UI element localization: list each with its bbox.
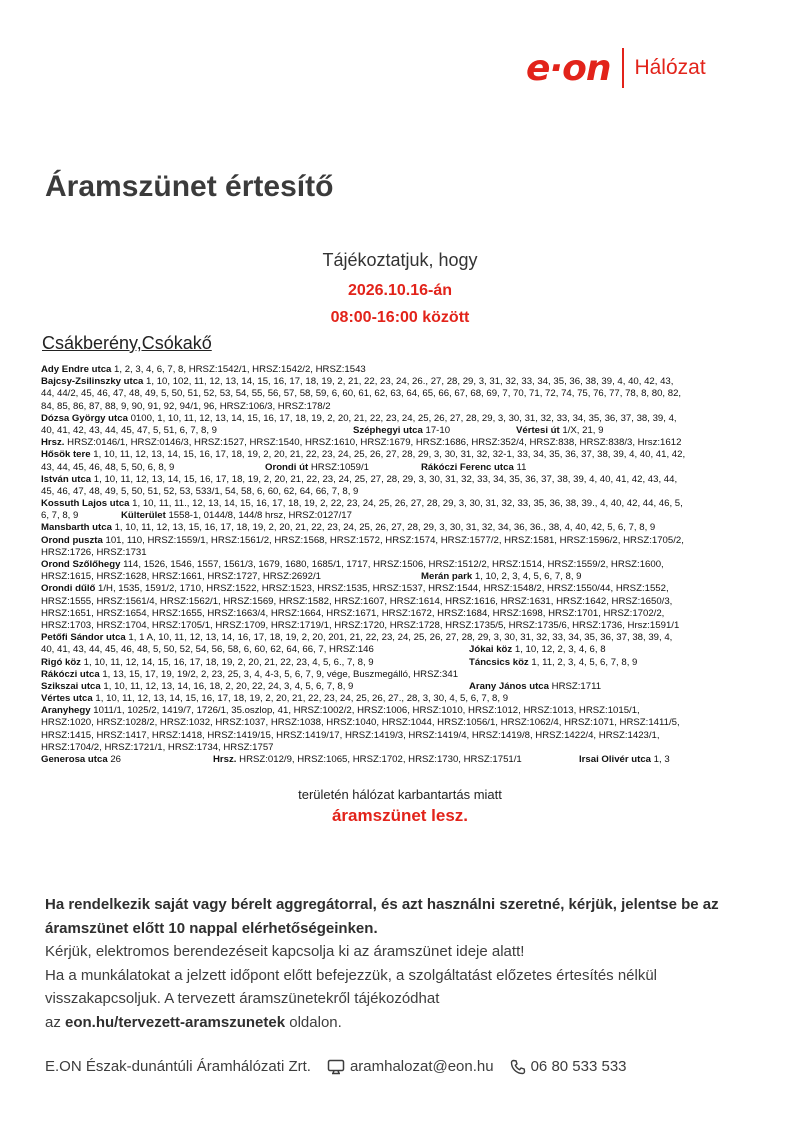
street-numbers: 101, 110, HRSZ:1559/1, HRSZ:1561/2, HRSZ:1568, HRSZ:1572, HRSZ:1574, HRSZ:1577/2, HRSZ:1581, HRSZ:1596/2, HRSZ:1705/2,	[102, 534, 684, 546]
phone-icon	[510, 1059, 526, 1075]
notice-block	[45, 893, 765, 1034]
street-entry	[41, 571, 321, 583]
street-numbers: HRSZ:1651, HRSZ:1654, HRSZ:1655, HRSZ:1663/4, HRSZ:1664, HRSZ:1671, HRSZ:1672, HRSZ:1684, HRSZ:1698, HRSZ:1701, HRSZ:1702/2,	[41, 607, 665, 619]
street-numbers: HRSZ:1415, HRSZ:1417, HRSZ:1418, HRSZ:1419/15, HRSZ:1419/17, HRSZ:1419/3, HRSZ:1419/4, HRSZ:1419/8, HRSZ:1422/4, HRSZ:1423/1,	[41, 729, 660, 741]
footer-phone[interactable]	[510, 1058, 627, 1075]
street-entry	[41, 754, 121, 766]
street-numbers: 1, 10, 11, 12, 13, 14, 15, 16, 17, 18, 19, 2, 20, 21, 22, 23, 24, 25, 26, 27, 28, 29, 3, 30, 31, 32, 32-1, 33, 34, 35, 36, 37, 38, 39, 4, 40, 41, 42,	[90, 449, 686, 461]
street-numbers: 1, 10, 2, 3, 4, 5, 6, 7, 8, 9	[472, 571, 582, 583]
street-entry	[469, 681, 601, 693]
street-entry	[41, 462, 174, 474]
street-entry	[41, 608, 664, 620]
street-line	[41, 730, 761, 742]
street-name: Táncsics köz	[469, 656, 529, 668]
street-numbers: 17-10	[422, 424, 451, 436]
street-name: Petőfi Sándor utca	[41, 632, 126, 644]
street-numbers: 1, 3	[651, 754, 670, 765]
notice-bold: Ha rendelkezik saját vagy bérelt aggregátorral, és azt használni szeretné, kérjük, jelentse be az áramszünet előtt 10 nappal elérhetőségeinken.	[45, 896, 719, 937]
street-numbers: 1, 10, 11, 12, 13, 14, 15, 16, 17, 18, 19, 2, 20, 21, 22, 23, 24, 25, 26, 27., 28, 3, 30, 4, 5, 6, 7, 8, 9	[92, 693, 509, 705]
outage-link[interactable]: eon.hu/tervezett-aramszunetek	[65, 1013, 286, 1031]
street-numbers: 45, 46, 47, 48, 49, 5, 50, 51, 52, 53, 533/1, 54, 58, 6, 60, 62, 64, 66, 7, 8, 9	[41, 485, 359, 497]
street-numbers: 114, 1526, 1546, 1557, 1561/3, 1679, 1680, 1685/1, 1717, HRSZ:1506, HRSZ:1512/2, HRSZ:1514, HRSZ:1559/2, HRSZ:1600,	[120, 559, 664, 570]
eon-logo	[526, 44, 706, 92]
street-numbers: 1, 10, 11, 12, 13, 14, 16, 18, 2, 20, 22, 24, 3, 4, 5, 6, 7, 8, 9	[100, 680, 354, 692]
street-numbers: HRSZ:0146/1, HRSZ:0146/3, HRSZ:1527, HRSZ:1540, HRSZ:1610, HRSZ:1679, HRSZ:1686, HRSZ:352/4, HRSZ:838, HRSZ:838/3, Hrsz:1612	[64, 437, 682, 449]
street-line	[41, 474, 761, 486]
footer-company: E.ON Észak-dunántúli Áramhálózati Zrt.	[45, 1058, 311, 1075]
street-line	[41, 413, 761, 425]
street-entry	[41, 547, 147, 559]
street-numbers: 1, 10, 11, 12, 14, 15, 16, 17, 18, 19, 2, 20, 21, 22, 23, 4, 5, 6., 7, 8, 9	[80, 656, 374, 668]
street-numbers: HRSZ:1704/2, HRSZ:1721/1, HRSZ:1734, HRSZ:1757	[41, 741, 274, 753]
street-line	[41, 510, 761, 522]
street-numbers: HRSZ:1059/1	[308, 461, 369, 473]
outage-time: 08:00-16:00 között	[330, 309, 470, 326]
street-entry	[469, 644, 606, 656]
street-name: Szikszai utca	[41, 680, 101, 692]
street-line	[41, 535, 761, 547]
street-line	[41, 364, 761, 376]
street-line	[41, 449, 761, 461]
street-entry	[41, 632, 672, 644]
street-entry	[41, 596, 672, 608]
street-line	[41, 596, 761, 608]
street-numbers: 1, 10, 102, 11, 12, 13, 14, 15, 16, 17, 18, 19, 2, 21, 22, 23, 24, 26., 27, 28, 29, 3, 31, 32, 33, 34, 35, 36, 38, 39, 4, 40, 42, 43,	[143, 376, 674, 388]
street-line	[41, 644, 761, 656]
street-entry	[41, 364, 366, 376]
street-entry	[41, 705, 640, 717]
notice-line-2: Ha a munkálatokat a jelzett időpont előtt befejezzük, a szolgáltatást előzetes értesítés nélkül visszakapcsoljuk. A tervezett áramszünetekről tájékozódhat	[45, 966, 658, 1007]
street-entry	[41, 693, 508, 705]
street-numbers: 1, 2, 3, 4, 6, 7, 8, HRSZ:1542/1, HRSZ:1542/2, HRSZ:1543	[111, 364, 366, 375]
location-heading: Csákberény,Csókakő	[42, 333, 212, 353]
street-name: Kossuth Lajos utca	[41, 498, 130, 510]
street-numbers: 26	[107, 754, 121, 765]
street-name: Bajcsy-Zsilinszky utca	[41, 376, 144, 388]
closing-highlight: áramszünet lesz.	[331, 806, 469, 825]
street-line	[41, 754, 761, 766]
phone-text: 06 80 533 533	[530, 1058, 627, 1075]
street-name: Generosa utca	[41, 754, 108, 765]
street-numbers: 44, 44/2, 45, 46, 47, 48, 49, 5, 50, 51, 52, 53, 54, 55, 56, 57, 58, 59, 6, 60, 61, 62, 63, 64, 65, 66, 67, 68, 69, 7, 70, 71, 72, 74, 75, 76, 77, 78, 8, 80, 82,	[41, 388, 682, 400]
email-text: aramhalozat@eon.hu	[349, 1058, 494, 1075]
street-name: Orondi út	[265, 461, 309, 473]
street-name: Ady Endre utca	[41, 364, 112, 375]
street-line	[41, 376, 761, 388]
street-line	[41, 693, 761, 705]
page-title: Áramszünet értesítő	[45, 170, 334, 203]
outage-date: 2026.10.16-án	[347, 282, 453, 299]
street-line	[41, 498, 761, 510]
logo-division: Hálózat	[634, 56, 706, 79]
street-name: Széphegyi utca	[353, 424, 423, 436]
street-line	[41, 425, 761, 437]
street-entry	[41, 486, 358, 498]
street-name: Aranyhegy	[41, 705, 91, 717]
street-entry	[516, 425, 603, 437]
street-name: Orondi dűlő	[41, 583, 96, 595]
street-name: Rákóczi utca	[41, 668, 100, 680]
street-numbers: HRSZ:1555, HRSZ:1561/4, HRSZ:1562/1, HRSZ:1569, HRSZ:1582, HRSZ:1607, HRSZ:1614, HRSZ:1616, HRSZ:1631, HRSZ:1642, HRSZ:1650/3,	[41, 595, 673, 607]
street-entry	[41, 498, 683, 510]
street-line	[41, 681, 761, 693]
street-entry	[265, 462, 369, 474]
street-numbers: 40, 41, 42, 43, 44, 45, 47, 5, 51, 6, 7, 8, 9	[41, 424, 218, 436]
street-numbers: 1, 11, 2, 3, 4, 5, 6, 7, 8, 9	[528, 656, 638, 668]
street-numbers: HRSZ:1726, HRSZ:1731	[41, 546, 147, 558]
street-name: Dózsa György utca	[41, 412, 128, 424]
street-list	[41, 364, 761, 766]
street-line	[41, 437, 761, 449]
street-numbers: 1, 10, 11, 12, 13, 15, 16, 17, 18, 19, 2, 20, 21, 22, 23, 24, 25, 26, 27, 28, 29, 3, 30, 31, 32, 34, 36, 36., 38, 4, 40, 42, 5, 6, 7, 8, 9	[111, 522, 656, 534]
street-entry	[121, 510, 352, 522]
street-numbers: 6, 7, 8, 9	[41, 510, 79, 522]
street-line	[41, 522, 761, 534]
street-numbers: 1, 10, 11, 11., 12, 13, 14, 15, 16, 17, 18, 19, 2, 22, 23, 24, 25, 26, 27, 28, 29, 3, 30, 31, 32, 33, 35, 36, 38, 39., 4, 40, 42, 44, 46, 5,	[129, 498, 683, 510]
street-entry	[353, 425, 450, 437]
street-line	[41, 717, 761, 729]
street-name: Orond Szőlőhegy	[41, 559, 121, 570]
street-entry	[41, 559, 664, 571]
street-entry	[41, 717, 680, 729]
street-numbers: HRSZ:1703, HRSZ:1704, HRSZ:1705/1, HRSZ:1709, HRSZ:1719/1, HRSZ:1720, HRSZ:1728, HRSZ:1735/5, HRSZ:1735/6, HRSZ:1736, Hrsz:1591/1	[41, 619, 680, 631]
street-line	[41, 608, 761, 620]
street-name: Orond puszta	[41, 534, 103, 546]
street-line	[41, 559, 761, 571]
street-name: Rákóczi Ferenc utca	[421, 461, 514, 473]
street-entry	[421, 462, 526, 474]
street-entry	[469, 657, 637, 669]
street-numbers: HRSZ:1711	[548, 680, 602, 692]
street-name: Hrsz.	[41, 437, 65, 449]
street-line	[41, 620, 761, 632]
street-name: Rigó köz	[41, 656, 81, 668]
street-entry	[41, 413, 677, 425]
street-line	[41, 401, 761, 413]
street-line	[41, 388, 761, 400]
intro-text: Tájékoztatjuk, hogy	[322, 250, 478, 270]
street-entry	[41, 681, 353, 693]
street-entry	[41, 425, 217, 437]
street-entry	[41, 449, 685, 461]
street-numbers: 1, 13, 15, 17, 19, 19/2, 2, 23, 25, 3, 4, 4-3, 5, 6, 7, 9, vége, Buszmegálló, HRSZ:341	[99, 668, 459, 680]
street-entry	[41, 437, 681, 449]
street-entry	[41, 388, 681, 400]
street-entry	[41, 522, 655, 534]
street-numbers: 1/X, 21, 9	[559, 424, 604, 436]
street-line	[41, 669, 761, 681]
street-entry	[41, 535, 684, 547]
street-numbers: 84, 85, 86, 87, 88, 9, 90, 91, 92, 94/1, 96, HRSZ:106/3, HRSZ:178/2	[41, 400, 331, 412]
street-numbers: 0100, 1, 10, 11, 12, 13, 14, 15, 16, 17, 18, 19, 2, 20, 21, 22, 23, 24, 25, 26, 27, 28, 29, 3, 30, 31, 32, 33, 34, 35, 36, 37, 38, 39, 4,	[127, 412, 677, 424]
street-entry	[41, 474, 677, 486]
street-name: Vértesi út	[516, 424, 560, 436]
street-line	[41, 657, 761, 669]
street-name: Mansbarth utca	[41, 522, 112, 534]
monitor-icon	[327, 1059, 345, 1075]
street-entry	[41, 376, 673, 388]
street-line	[41, 742, 761, 754]
street-name: Külterület	[121, 510, 166, 522]
street-entry	[41, 657, 374, 669]
footer	[45, 1058, 627, 1075]
street-numbers: HRSZ:1020, HRSZ:1028/2, HRSZ:1032, HRSZ:1037, HRSZ:1038, HRSZ:1040, HRSZ:1044, HRSZ:1056/1, HRSZ:1062/4, HRSZ:1071, HRSZ:1411/5,	[41, 717, 680, 729]
street-name: Irsai Olivér utca	[579, 754, 651, 765]
street-entry	[579, 754, 670, 766]
street-numbers: 43, 44, 45, 46, 48, 5, 50, 6, 8, 9	[41, 461, 175, 473]
notice-line-1: Kérjük, elektromos berendezéseit kapcsolja ki az áramszünet ideje alatt!	[45, 943, 525, 960]
eon-wordmark: e·on	[526, 47, 611, 89]
street-entry	[41, 742, 274, 754]
street-entry	[41, 583, 669, 595]
street-numbers: 1, 1 A, 10, 11, 12, 13, 14, 16, 17, 18, 19, 2, 20, 201, 21, 22, 23, 24, 25, 26, 27, 28, 29, 3, 30, 31, 32, 33, 34, 35, 36, 37, 38, 39, 4,	[125, 632, 673, 644]
street-name: Merán park	[421, 571, 473, 583]
street-numbers: 1558-1, 0144/8, 144/8 hrsz, HRSZ:0127/17	[165, 510, 352, 522]
notice-link-line: az eon.hu/tervezett-aramszunetek oldalon.	[45, 1013, 342, 1031]
street-entry	[41, 644, 374, 656]
street-numbers: HRSZ:012/9, HRSZ:1065, HRSZ:1702, HRSZ:1730, HRSZ:1751/1	[236, 754, 522, 765]
street-line	[41, 486, 761, 498]
street-line	[41, 632, 761, 644]
street-line	[41, 547, 761, 559]
street-name: Vértes utca	[41, 693, 93, 705]
closing-text: területén hálózat karbantartás miatt	[298, 787, 502, 802]
street-numbers: 1/H, 1535, 1591/2, 1710, HRSZ:1522, HRSZ:1523, HRSZ:1535, HRSZ:1537, HRSZ:1544, HRSZ:1548/2, HRSZ:1550/44, HRSZ:1552,	[95, 583, 669, 595]
street-numbers: 1011/1, 1025/2, 1419/7, 1726/1, 35.oszlop, 41, HRSZ:1002/2, HRSZ:1006, HRSZ:1010, HRSZ:1012, HRSZ:1013, HRSZ:1015/1,	[90, 705, 640, 717]
logo-divider	[622, 48, 624, 88]
street-entry	[421, 571, 582, 583]
street-name: Hrsz.	[213, 754, 237, 765]
street-numbers: 1, 10, 11, 12, 13, 14, 15, 16, 17, 18, 19, 2, 20, 21, 22, 23, 24, 25, 27, 28, 29, 3, 30, 31, 32, 33, 34, 35, 36, 37, 38, 39, 4, 40, 41, 42, 43, 44,	[91, 473, 678, 485]
street-numbers: HRSZ:1615, HRSZ:1628, HRSZ:1661, HRSZ:1727, HRSZ:2692/1	[41, 571, 321, 583]
street-numbers: 11	[513, 461, 527, 473]
street-entry	[213, 754, 522, 766]
street-entry	[41, 620, 679, 632]
street-name: Jókai köz	[469, 644, 513, 656]
footer-email[interactable]	[327, 1058, 494, 1075]
street-line	[41, 705, 761, 717]
street-name: Hősök tere	[41, 449, 91, 461]
street-numbers: 1, 10, 12, 2, 3, 4, 6, 8	[512, 644, 606, 656]
street-line	[41, 583, 761, 595]
street-name: István utca	[41, 473, 92, 485]
street-line	[41, 571, 761, 583]
street-entry	[41, 730, 660, 742]
street-entry	[41, 401, 331, 413]
street-entry	[41, 510, 78, 522]
street-numbers: 40, 41, 43, 44, 45, 46, 48, 5, 50, 52, 54, 56, 58, 6, 60, 62, 64, 66, 7, HRSZ:146	[41, 644, 374, 656]
street-line	[41, 462, 761, 474]
street-name: Arany János utca	[469, 680, 549, 692]
street-entry	[41, 669, 458, 681]
